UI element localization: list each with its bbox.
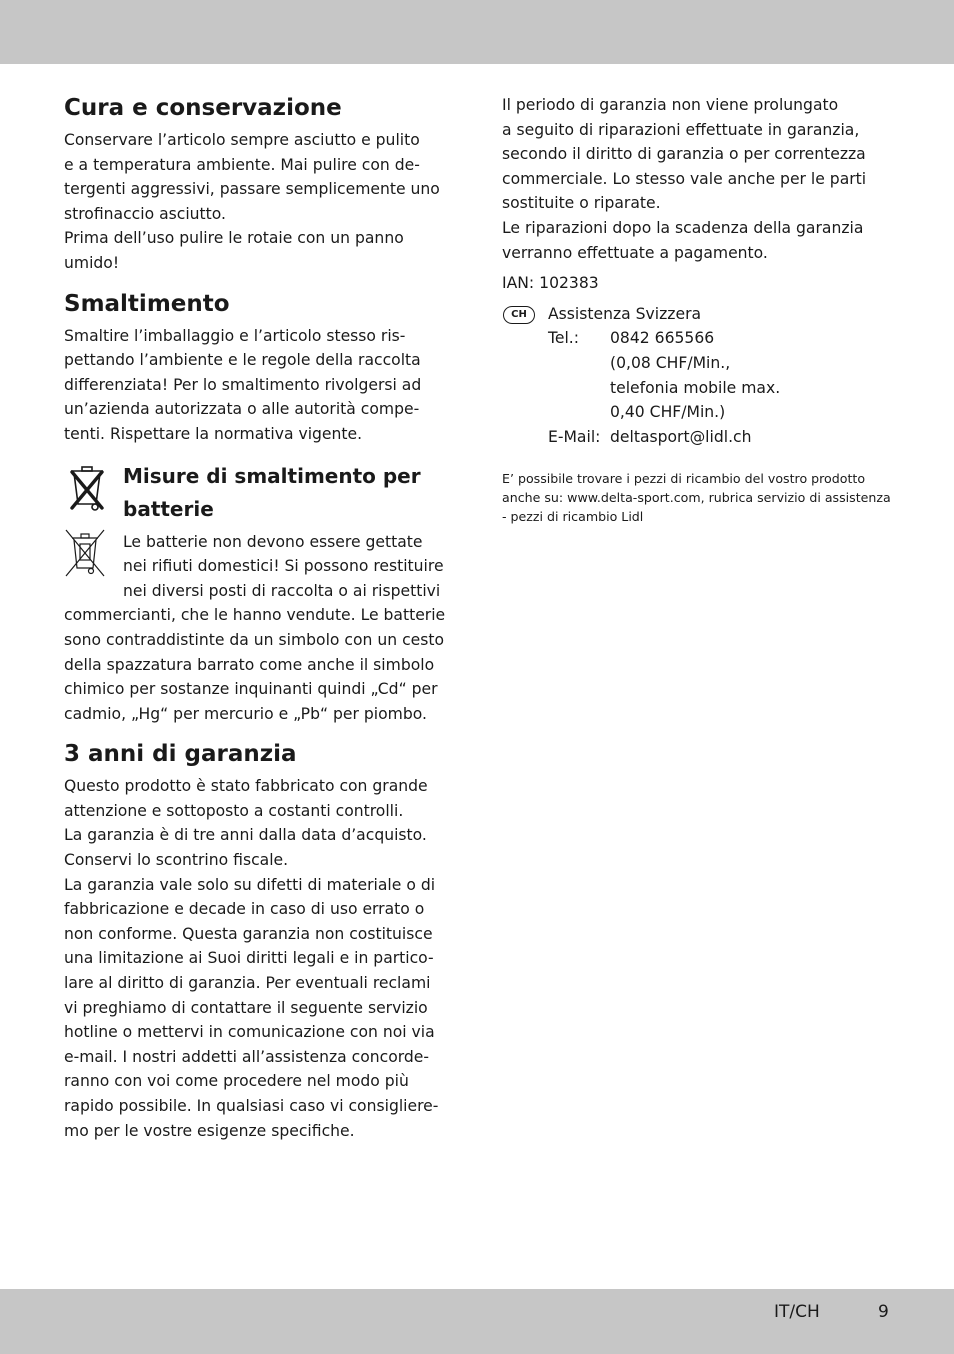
email-value: deltasport@lidl.ch [610,427,752,446]
ian-number: IAN: 102383 [502,274,599,293]
country-badge: CH [503,306,535,324]
footer-language: IT/CH [774,1302,820,1322]
care-heading: Cura e conservazione [64,95,342,121]
battery-text-indented: Le batterie non devono essere gettate nei rifiuti domestici! Si possono restituire nei diversi posti di raccolta o ai rispettivi [123,532,444,600]
left-column [64,92,449,1143]
warranty-section [64,738,449,1143]
battery-heading-line1: Misure di smaltimento per [123,463,421,488]
warranty-text: Questo prodotto è stato fabbricato con grande attenzione e sottoposto a costanti controlli. La garanzia è di tre anni dalla data d’acquisto. Conservi lo scontrino fiscale. La garanzia vale solo su difetti di materiale o di fabbricazione e decade in caso di uso errato o non conforme. Questa garanzia non costituisce una limitazione ai Suoi diritti legali e in partico- lare al diritto di garanzia. Per eventuali reclami vi preghiamo di contattare il seguente servizio hotline o mettervi in comunicazione con noi via e-mail. I nostri addetti all’assistenza concorde- ranno con voi come procedere nel modo più rapido possibile. In qualsiasi caso vi consigliere- mo per le vostre esigenze specifiche. [64,777,439,1140]
warranty-heading: 3 anni di garanzia [64,741,297,768]
spare-parts-note: E’ possibile trovare i pezzi di ricambio del vostro prodotto anche su: www.delta-sport.com, rubrica servizio di assistenza - pezzi di ricambio Lidl [502,471,891,525]
battery-bin-icon [64,528,106,578]
battery-text-rest: commercianti, che le hanno vendute. Le batterie sono contraddistinte da un simbolo con un cesto della spazzatura barrato come anche il simbolo chimico per sostanze inquinanti quindi „Cd“ per cadmio, „Hg“ per mercurio e „Pb“ per piombo. [64,606,446,723]
right-column [502,93,894,526]
battery-section [64,460,449,727]
tel-value: 0842 665566 (0,08 CHF/Min., telefonia mobile max. 0,40 CHF/Min.) [610,329,781,422]
disposal-heading: Smaltimento [64,290,230,317]
service-contact [502,302,894,450]
warranty-continued-text: Il periodo di garanzia non viene prolungato a seguito di riparazioni effettuate in garanzia, secondo il diritto di garanzia o per correntezza commerciale. Lo stesso vale anche per le parti sostituite o riparate. Le riparazioni dopo la scadenza della garanzia verranno effettuate a pagamento. [502,96,867,262]
crossed-bin-icon [66,464,108,514]
disposal-text: Smaltire l’imballaggio e l’articolo stesso ris- pettando l’ambiente e le regole della raccolta differenziata! Per lo smaltimento rivolgersi ad un’azienda autorizzata o alle autorità compe- tenti. Rispettare la normativa vigente. [64,326,422,443]
disposal-section [64,288,449,447]
service-name: Assistenza Svizzera [548,304,702,323]
header-band [0,0,954,64]
page-number: 9 [878,1302,889,1322]
battery-heading-line2: batterie [123,496,214,521]
care-text: Conservare l’articolo sempre asciutto e pulito e a temperatura ambiente. Mai pulire con de- tergenti aggressivi, passare semplicemente uno strofinaccio asciutto. Prima dell’uso pulire le rotaie con un panno umido! [64,131,440,272]
tel-label: Tel.: [548,329,580,348]
care-section [64,92,449,276]
email-label: E-Mail: [548,427,601,446]
